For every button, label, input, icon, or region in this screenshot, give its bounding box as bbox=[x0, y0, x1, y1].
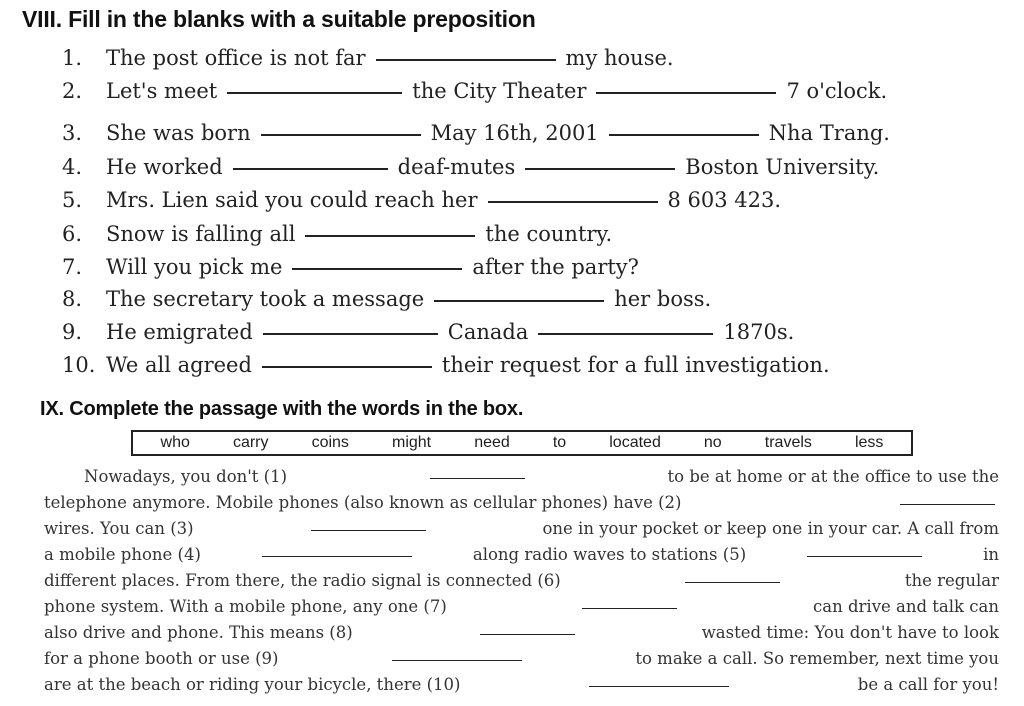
passage-text: to be at home or at the office to use the bbox=[667, 467, 999, 486]
answer-blank[interactable] bbox=[538, 332, 713, 335]
exercise-item-2 bbox=[62, 79, 994, 109]
item-text: He emigrated bbox=[106, 320, 253, 344]
passage-text: to make a call. So remember, next time you bbox=[635, 649, 999, 668]
answer-blank[interactable] bbox=[263, 332, 438, 335]
section-9-title: IX. Complete the passage with the words in the box. bbox=[40, 398, 524, 420]
answer-blank[interactable] bbox=[262, 555, 412, 557]
passage-text: a mobile phone (4) bbox=[44, 545, 201, 564]
passage-text: one in your pocket or keep one in your car. A call from bbox=[542, 519, 999, 538]
item-text: Boston University. bbox=[685, 155, 880, 179]
answer-blank[interactable] bbox=[609, 133, 759, 136]
passage-text: telephone anymore. Mobile phones (also known as cellular phones) have (2) bbox=[44, 493, 682, 512]
answer-blank[interactable] bbox=[305, 234, 475, 237]
passage-text: also drive and phone. This means (8) bbox=[44, 623, 353, 642]
item-text: the City Theater bbox=[412, 79, 587, 103]
passage-line-6 bbox=[44, 597, 999, 616]
answer-blank[interactable] bbox=[525, 167, 675, 170]
item-number: 6. bbox=[62, 222, 83, 246]
answer-blank[interactable] bbox=[434, 299, 604, 302]
section-8-title: VIII. Fill in the blanks with a suitable preposition bbox=[22, 6, 536, 32]
exercise-item-4 bbox=[62, 155, 994, 185]
item-text: Let's meet bbox=[106, 79, 218, 103]
word-box bbox=[131, 430, 913, 456]
passage-line-3 bbox=[44, 519, 999, 538]
word-option: less bbox=[854, 434, 884, 451]
item-text: her boss. bbox=[614, 287, 712, 311]
item-text: Will you pick me bbox=[106, 255, 283, 279]
answer-blank[interactable] bbox=[480, 633, 575, 635]
answer-blank[interactable] bbox=[900, 503, 995, 505]
word-option: need bbox=[474, 434, 510, 451]
passage-line-1 bbox=[84, 467, 999, 486]
answer-blank[interactable] bbox=[376, 58, 556, 61]
passage-text: in bbox=[983, 545, 999, 564]
answer-blank[interactable] bbox=[430, 477, 525, 479]
answer-blank[interactable] bbox=[685, 581, 780, 583]
item-number: 4. bbox=[62, 155, 83, 179]
item-text: their request for a full investigation. bbox=[441, 353, 830, 377]
exercise-item-6 bbox=[62, 222, 994, 252]
answer-blank[interactable] bbox=[292, 267, 462, 270]
item-text: Canada bbox=[447, 320, 529, 344]
passage-line-5 bbox=[44, 571, 999, 590]
word-option: carry bbox=[232, 434, 269, 451]
exercise-item-10 bbox=[62, 353, 994, 383]
passage-line-8 bbox=[44, 649, 999, 668]
passage-text: can drive and talk can bbox=[813, 597, 999, 616]
passage-text: wasted time: You don't have to look bbox=[701, 623, 999, 642]
item-number: 7. bbox=[62, 255, 83, 279]
word-option: to bbox=[552, 434, 567, 451]
answer-blank[interactable] bbox=[589, 685, 729, 687]
item-text: He worked bbox=[106, 155, 223, 179]
item-text: We all agreed bbox=[106, 353, 252, 377]
passage-text: wires. You can (3) bbox=[44, 519, 194, 538]
answer-blank[interactable] bbox=[488, 200, 658, 203]
passage-text: different places. From there, the radio signal is connected (6) bbox=[44, 571, 561, 590]
item-text: after the party? bbox=[472, 255, 639, 279]
word-option: who bbox=[160, 434, 190, 451]
passage-text: are at the beach or riding your bicycle, there (10) bbox=[44, 675, 461, 694]
exercise-item-5 bbox=[62, 188, 994, 218]
item-number: 9. bbox=[62, 320, 83, 344]
passage-line-7 bbox=[44, 623, 999, 642]
word-option: might bbox=[392, 434, 432, 451]
item-text: 7 o'clock. bbox=[786, 79, 888, 103]
item-text: The post office is not far bbox=[106, 46, 366, 70]
exercise-item-3 bbox=[62, 121, 994, 151]
exercise-item-9 bbox=[62, 320, 994, 350]
passage-text: along radio waves to stations (5) bbox=[472, 545, 747, 564]
exercise-item-8 bbox=[62, 287, 994, 317]
answer-blank[interactable] bbox=[227, 91, 402, 94]
item-text: The secretary took a message bbox=[106, 287, 425, 311]
word-option: no bbox=[703, 434, 722, 451]
answer-blank[interactable] bbox=[261, 133, 421, 136]
item-number: 2. bbox=[62, 79, 83, 103]
item-number: 5. bbox=[62, 188, 83, 212]
passage-text: the regular bbox=[904, 571, 999, 590]
answer-blank[interactable] bbox=[582, 607, 677, 609]
item-text: Mrs. Lien said you could reach her bbox=[106, 188, 478, 212]
word-option: located bbox=[609, 434, 661, 451]
answer-blank[interactable] bbox=[311, 529, 426, 531]
answer-blank[interactable] bbox=[807, 555, 922, 557]
answer-blank[interactable] bbox=[262, 365, 432, 368]
item-number: 1. bbox=[62, 46, 83, 70]
passage-text: phone system. With a mobile phone, any one (7) bbox=[44, 597, 447, 616]
passage-line-4 bbox=[44, 545, 999, 564]
item-text: She was born bbox=[106, 121, 251, 145]
passage-text: for a phone booth or use (9) bbox=[44, 649, 279, 668]
item-number: 10. bbox=[62, 353, 96, 377]
passage-text: be a call for you! bbox=[857, 675, 999, 694]
item-text: Nha Trang. bbox=[768, 121, 890, 145]
item-text: deaf-mutes bbox=[397, 155, 516, 179]
item-text: May 16th, 2001 bbox=[430, 121, 599, 145]
passage-line-9 bbox=[44, 675, 999, 694]
answer-blank[interactable] bbox=[233, 167, 388, 170]
answer-blank[interactable] bbox=[392, 659, 522, 661]
answer-blank[interactable] bbox=[596, 91, 776, 94]
item-text: the country. bbox=[485, 222, 613, 246]
passage-line-2 bbox=[44, 493, 999, 512]
exercise-item-7 bbox=[62, 255, 994, 285]
item-number: 3. bbox=[62, 121, 83, 145]
passage-text: Nowadays, you don't (1) bbox=[84, 467, 288, 486]
item-text: 1870s. bbox=[723, 320, 795, 344]
word-option: coins bbox=[311, 434, 349, 451]
word-option: travels bbox=[764, 434, 812, 451]
item-text: Snow is falling all bbox=[106, 222, 296, 246]
item-number: 8. bbox=[62, 287, 83, 311]
item-text: my house. bbox=[565, 46, 674, 70]
item-text: 8 603 423. bbox=[667, 188, 782, 212]
exercise-item-1 bbox=[62, 46, 994, 76]
